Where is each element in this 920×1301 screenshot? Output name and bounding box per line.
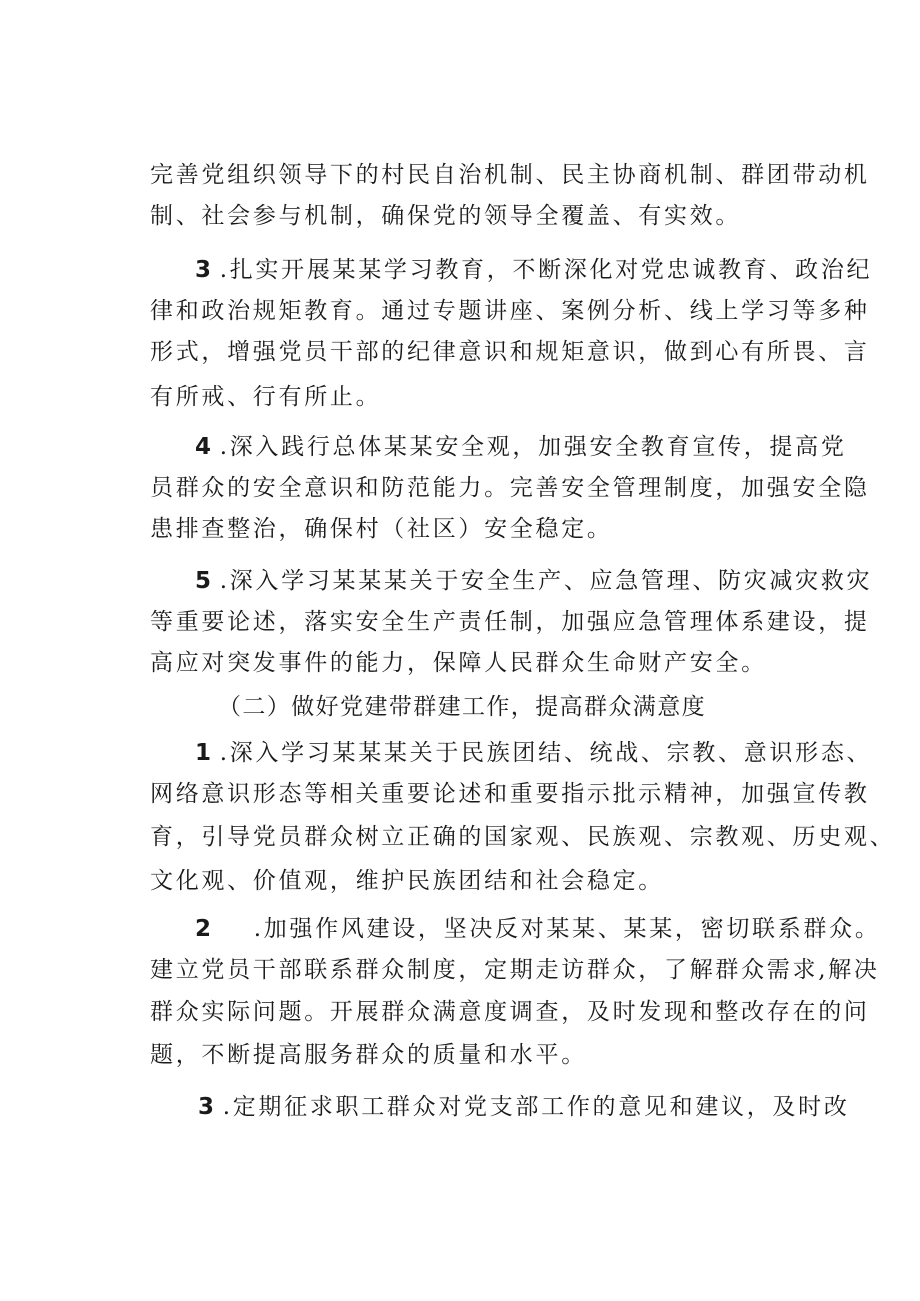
item-number: 3 [198, 1094, 217, 1120]
line-text: 制、社会参与机制，确保党的领导全覆盖、有实效。 [150, 203, 742, 229]
paragraph-line [150, 866, 664, 896]
heading-text: （二）做好党建带群建工作，提高群众满意度 [218, 694, 706, 720]
item-number: 2 [195, 916, 214, 942]
paragraph-line [150, 337, 870, 367]
paragraph-line [150, 607, 870, 637]
item-number: 3 [195, 257, 214, 283]
line-text: 员群众的安全意识和防范能力。完善安全管理制度，加强安全隐 [150, 475, 870, 501]
line-text: .深入践行总体某某安全观，加强安全教育宣传，提高党 [219, 434, 847, 460]
line-text: 患排查整治，确保村（社区）安全稳定。 [150, 516, 613, 542]
line-text: .深入学习某某某关于民族团结、统战、宗教、意识形态、 [219, 740, 873, 766]
line-text: .加强作风建设，坚决反对某某、某某，密切联系群众。 [253, 916, 881, 942]
paragraph-line [150, 648, 767, 678]
item-line [198, 1092, 850, 1122]
line-text: 文化观、价值观，维护民族团结和社会稳定。 [150, 868, 664, 894]
item-line [195, 432, 847, 462]
line-text: .定期征求职工群众对党支部工作的意见和建议，及时改 [222, 1094, 850, 1120]
line-text: 群众实际问题。开展群众满意度调查，及时发现和整改存在的问 [150, 999, 870, 1025]
line-text: .扎实开展某某学习教育，不断深化对党忠诚教育、政治纪 [219, 257, 873, 283]
paragraph-line [150, 514, 613, 544]
paragraph-line [150, 955, 880, 985]
line-text: 等重要论述，落实安全生产责任制，加强应急管理体系建设，提 [150, 609, 870, 635]
line-text: 完善党组织领导下的村民自治机制、民主协商机制、群团带动机 [150, 162, 870, 188]
line-text: 律和政治规矩教育。通过专题讲座、案例分析、线上学习等多种 [150, 298, 870, 324]
item-line [195, 566, 872, 596]
paragraph-line [150, 822, 895, 852]
paragraph-line [150, 160, 870, 190]
line-text: .深入学习某某某关于安全生产、应急管理、防灾减灾救灾 [219, 568, 873, 594]
paragraph-line [150, 382, 381, 412]
line-text: 育，引导党员群众树立正确的国家观、民族观、宗教观、历史观、 [150, 824, 896, 850]
item-number: 1 [195, 740, 214, 766]
paragraph-line [150, 473, 870, 503]
line-text: 高应对突发事件的能力，保障人民群众生命财产安全。 [150, 650, 767, 676]
section-heading [218, 692, 706, 722]
item-number: 5 [195, 568, 214, 594]
line-text: 形式，增强党员干部的纪律意识和规矩意识，做到心有所畏、言 [150, 339, 870, 365]
paragraph-line [150, 779, 870, 809]
paragraph-line [150, 1040, 587, 1070]
item-line [195, 914, 881, 944]
paragraph-line [150, 997, 870, 1027]
line-text: 建立党员干部联系群众制度，定期走访群众，了解群众需求,解决 [150, 957, 880, 983]
line-text: 网络意识形态等相关重要论述和重要指示批示精神，加强宣传教 [150, 781, 870, 807]
paragraph-line [150, 201, 741, 231]
paragraph-line [150, 296, 870, 326]
item-line [195, 255, 872, 285]
line-text: 有所戒、行有所止。 [150, 384, 382, 410]
item-line [195, 738, 872, 768]
item-number: 4 [195, 434, 214, 460]
line-text: 题，不断提高服务群众的质量和水平。 [150, 1042, 587, 1068]
